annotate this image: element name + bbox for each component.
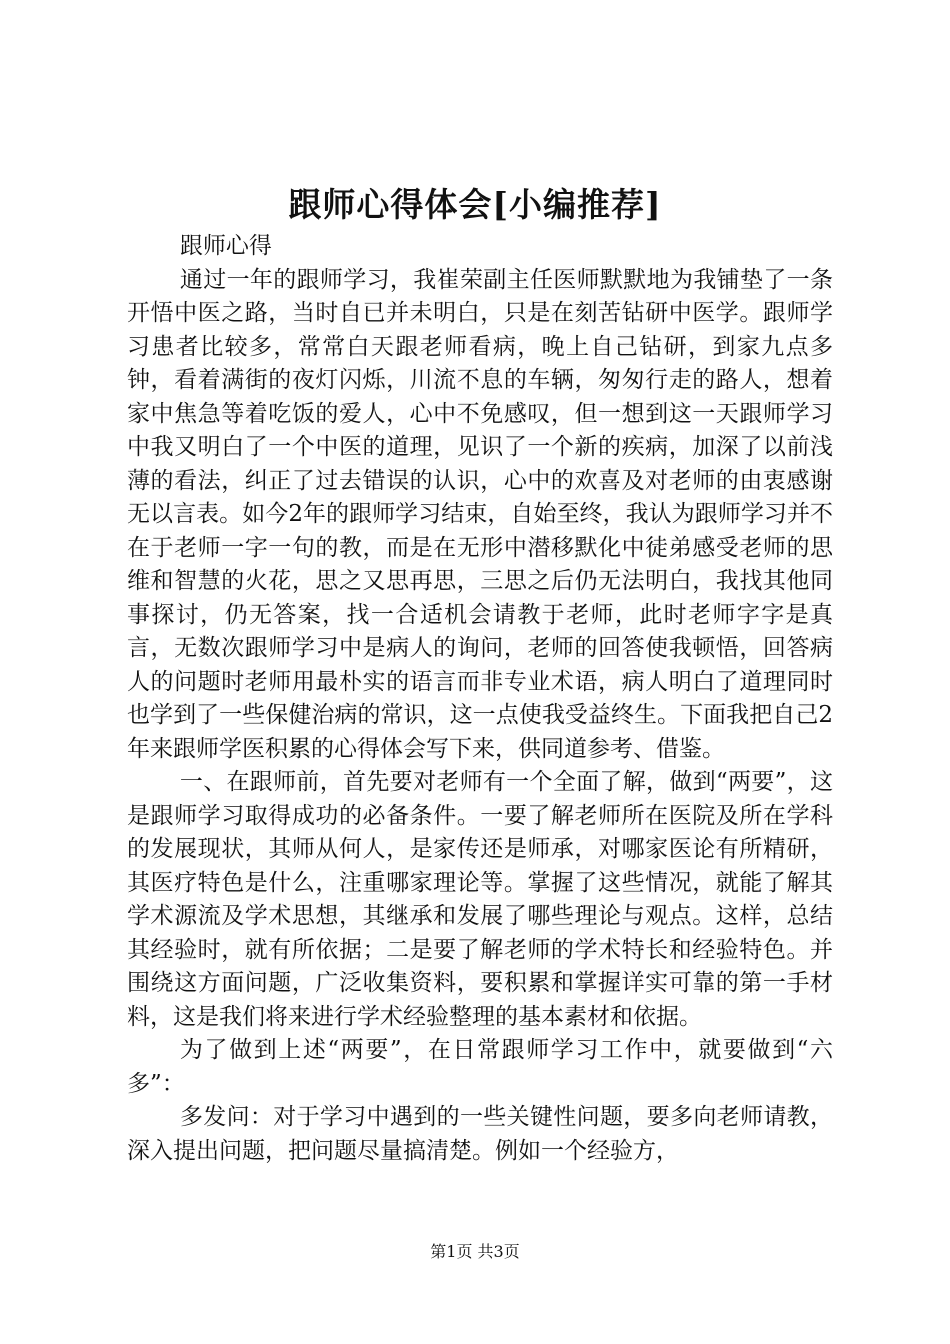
paragraph-heading: 跟师心得 — [179, 233, 272, 259]
paragraph-intro: 通过一年的跟师学习，我崔荣副主任医师默默地为我铺垫了一条开悟中医之路，当时自已并未明白，只是在刻苦钻研中医学。跟师学习患者比较多，常常白天跟老师看病，晚上自己钻研，到家九点多钟，看着满街的夜灯闪烁，川流不息的车辆，匆匆行走的路人，想着家中焦急等着吃饭的爱人，心中不免感叹，但一想到这一天跟师学习中我又明白了一个中医的道理，见识了一个新的疾病，加深了以前浅薄的看法，纠正了过去错误的认识，心中的欢喜及对老师的由衷感谢无以言表。如今2年的跟师学习结束，自始至终，我认为跟师学习并不在于老师一字一句的教，而是在无形中潜移默化中徒弟感受老师的思维和智慧的火花，思之又思再思，三思之后仍无法明白，我找其他同事探讨，仍无答案，找一合适机会请教于老师，此时老师字字是真言，无数次跟师学习中是病人的询问，老师的回答使我顿悟，回答病人的问题时老师用最朴实的语言而非专业术语，病人明白了道理同时也学到了一些保健治病的常识，这一点使我受益终生。下面我把自己2年来跟师学医积累的心得体会写下来，供同道参考、借鉴。 — [127, 266, 833, 762]
page-footer: 第1页 共3页 — [430, 1242, 520, 1261]
paragraph-section-one: 一、在跟师前，首先要对老师有一个全面了解，做到“两要”，这是跟师学习取得成功的必备条件。一要了解老师所在医院及所在学科的发展现状，其师从何人，是家传还是师承，对哪家医论有所精研，其医疗特色是什么，注重哪家理论等。掌握了这些情况，就能了解其学术源流及学术思想，其继承和发展了哪些理论与观点。这样，总结其经验时，就有所依据；二是要了解老师的学术特长和经验特色。并围绕这方面问题，广泛收集资料，要积累和掌握详实可靠的第一手材料，这是我们将来进行学术经验整理的基本素材和依据。 — [127, 769, 833, 1030]
paragraph-two-requirements: 为了做到上述“两要”，在日常跟师学习工作中，就要做到“六多”： — [127, 1037, 833, 1097]
document-title: 跟师心得体会[小编推荐] — [288, 185, 662, 224]
document-body — [127, 230, 833, 1168]
paragraph-ask-more: 多发问：对于学习中遇到的一些关键性问题，要多向老师请教，深入提出问题，把问题尽量搞清楚。例如一个经验方， — [127, 1104, 833, 1164]
